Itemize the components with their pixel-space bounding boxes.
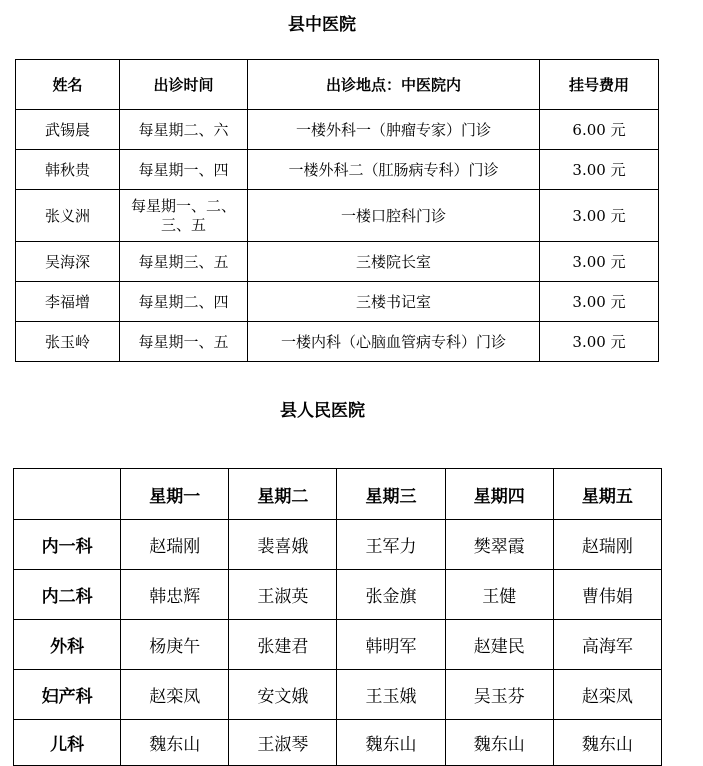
clinic-location: 一楼口腔科门诊 [248,190,540,242]
registration-fee: 3.00 元 [540,242,659,282]
department-label: 儿科 [14,720,121,766]
doctor-name: 张义洲 [16,190,120,242]
clinic-location: 三楼院长室 [248,242,540,282]
column-header-thursday: 星期四 [445,469,553,520]
doctor-cell: 赵建民 [445,620,553,670]
table-row [14,720,662,766]
doctor-cell: 魏东山 [121,720,229,766]
doctor-name: 张玉岭 [16,322,120,362]
corner-cell [14,469,121,520]
column-header-time: 出诊时间 [120,60,248,110]
doctor-cell: 曹伟娟 [553,570,661,620]
department-label: 内一科 [14,520,121,570]
clinic-location: 一楼内科（心脑血管病专科）门诊 [248,322,540,362]
doctor-cell: 魏东山 [553,720,661,766]
clinic-location: 一楼外科二（肛肠病专科）门诊 [248,150,540,190]
doctor-cell: 王淑英 [229,570,337,620]
doctor-cell: 张金旗 [337,570,445,620]
doctor-cell: 杨庚午 [121,620,229,670]
column-header-friday: 星期五 [553,469,661,520]
table-row [16,282,659,322]
table-row [14,620,662,670]
registration-fee: 3.00 元 [540,190,659,242]
registration-fee: 3.00 元 [540,150,659,190]
doctor-name: 吴海深 [16,242,120,282]
peoples-hospital-title: 县人民医院 [280,401,365,421]
table-row [14,670,662,720]
clinic-time: 每星期二、六 [120,110,248,150]
table-header-row [16,60,659,110]
table-row [16,242,659,282]
doctor-cell: 吴玉芬 [445,670,553,720]
doctor-cell: 魏东山 [445,720,553,766]
doctor-name: 韩秋贵 [16,150,120,190]
clinic-time: 每星期一、二、三、五 [120,190,248,242]
tcm-hospital-title: 县中医院 [288,15,356,35]
doctor-cell: 王健 [445,570,553,620]
doctor-cell: 魏东山 [337,720,445,766]
tcm-hospital-schedule-table [15,59,659,362]
table-row [16,110,659,150]
doctor-name: 李福增 [16,282,120,322]
clinic-time: 每星期一、五 [120,322,248,362]
clinic-location: 一楼外科一（肿瘤专家）门诊 [248,110,540,150]
registration-fee: 3.00 元 [540,322,659,362]
doctor-cell: 张建君 [229,620,337,670]
doctor-cell: 王军力 [337,520,445,570]
doctor-name: 武锡晨 [16,110,120,150]
table-row [16,322,659,362]
clinic-location: 三楼书记室 [248,282,540,322]
doctor-cell: 赵瑞刚 [121,520,229,570]
column-header-fee: 挂号费用 [540,60,659,110]
column-header-tuesday: 星期二 [229,469,337,520]
doctor-cell: 樊翠霞 [445,520,553,570]
column-header-monday: 星期一 [121,469,229,520]
peoples-hospital-schedule-table [13,468,662,766]
clinic-time: 每星期二、四 [120,282,248,322]
doctor-cell: 王淑琴 [229,720,337,766]
registration-fee: 6.00 元 [540,110,659,150]
doctor-cell: 高海军 [553,620,661,670]
doctor-cell: 王玉娥 [337,670,445,720]
doctor-cell: 韩明军 [337,620,445,670]
table-row [16,150,659,190]
table-row [14,570,662,620]
clinic-time: 每星期一、四 [120,150,248,190]
department-label: 妇产科 [14,670,121,720]
table-row [14,520,662,570]
column-header-location: 出诊地点：中医院内 [248,60,540,110]
table-row [16,190,659,242]
doctor-cell: 裴喜娥 [229,520,337,570]
clinic-time: 每星期三、五 [120,242,248,282]
column-header-wednesday: 星期三 [337,469,445,520]
table-header-row [14,469,662,520]
doctor-cell: 安文娥 [229,670,337,720]
department-label: 内二科 [14,570,121,620]
doctor-cell: 赵瑞刚 [553,520,661,570]
column-header-name: 姓名 [16,60,120,110]
doctor-cell: 赵栾凤 [553,670,661,720]
doctor-cell: 韩忠辉 [121,570,229,620]
registration-fee: 3.00 元 [540,282,659,322]
doctor-cell: 赵栾凤 [121,670,229,720]
department-label: 外科 [14,620,121,670]
